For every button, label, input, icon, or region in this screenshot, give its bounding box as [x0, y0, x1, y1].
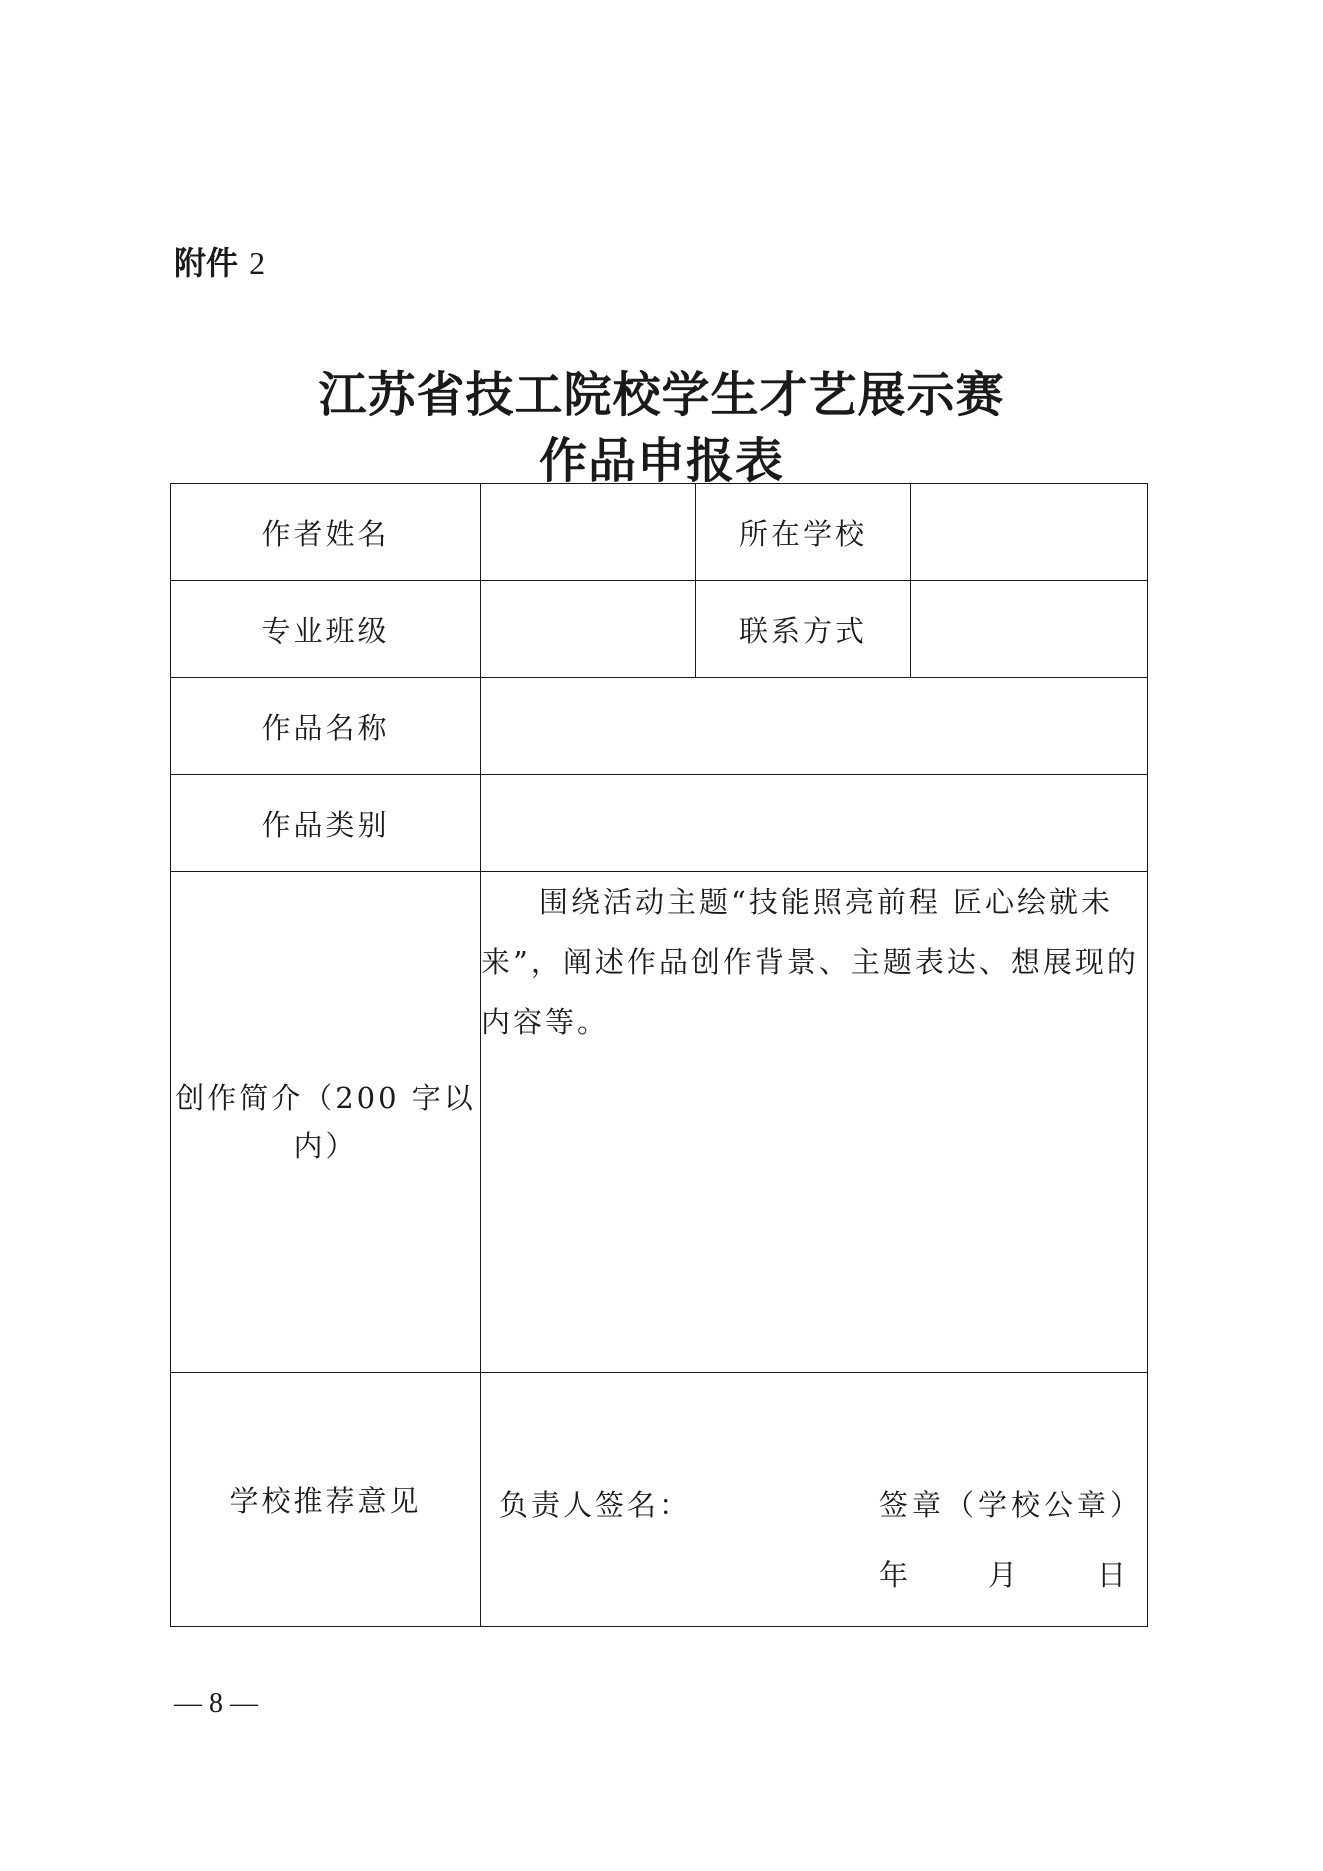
- table-row: [171, 484, 1148, 581]
- table-row: [171, 1373, 1148, 1627]
- table-row: [171, 678, 1148, 775]
- month-label: 月: [987, 1558, 1020, 1592]
- intro-field[interactable]: 围绕活动主题“技能照亮前程 匠心绘就未来”，阐述作品创作背景、主题表达、想展现的内容等。: [481, 872, 1148, 1373]
- attachment-label: [174, 238, 265, 284]
- page-number: — 8 —: [174, 1688, 258, 1719]
- table-row: [171, 872, 1148, 1373]
- page-title-line1: 江苏省技工院校学生才艺展示赛: [318, 367, 1005, 423]
- attachment-prefix: 附件: [174, 244, 239, 282]
- signer-label: 负责人签名：: [499, 1488, 692, 1522]
- contact-label: 联系方式: [696, 581, 911, 678]
- table-row: [171, 581, 1148, 678]
- seal-label: 签章（学校公章）: [879, 1488, 1144, 1522]
- year-label: 年: [879, 1558, 912, 1592]
- day-label: 日: [1096, 1558, 1129, 1592]
- work-category-field[interactable]: [481, 775, 1148, 872]
- work-name-field[interactable]: [481, 678, 1148, 775]
- application-form-table: [170, 483, 1148, 1627]
- intro-label: 创作简介（200 字以内）: [171, 872, 481, 1373]
- major-class-field[interactable]: [481, 581, 696, 678]
- major-class-label: 专业班级: [171, 581, 481, 678]
- attachment-number: 2: [249, 245, 266, 281]
- work-category-label: 作品类别: [171, 775, 481, 872]
- table-row: [171, 775, 1148, 872]
- recommend-label: 学校推荐意见: [171, 1373, 481, 1627]
- work-name-label: 作品名称: [171, 678, 481, 775]
- date-row: [879, 1553, 1129, 1594]
- school-label: 所在学校: [696, 484, 911, 581]
- school-field[interactable]: [911, 484, 1148, 581]
- page-title-line2: 作品申报表: [538, 433, 784, 489]
- contact-field[interactable]: [911, 581, 1148, 678]
- author-name-field[interactable]: [481, 484, 696, 581]
- author-name-label: 作者姓名: [171, 484, 481, 581]
- recommend-field[interactable]: [481, 1373, 1148, 1627]
